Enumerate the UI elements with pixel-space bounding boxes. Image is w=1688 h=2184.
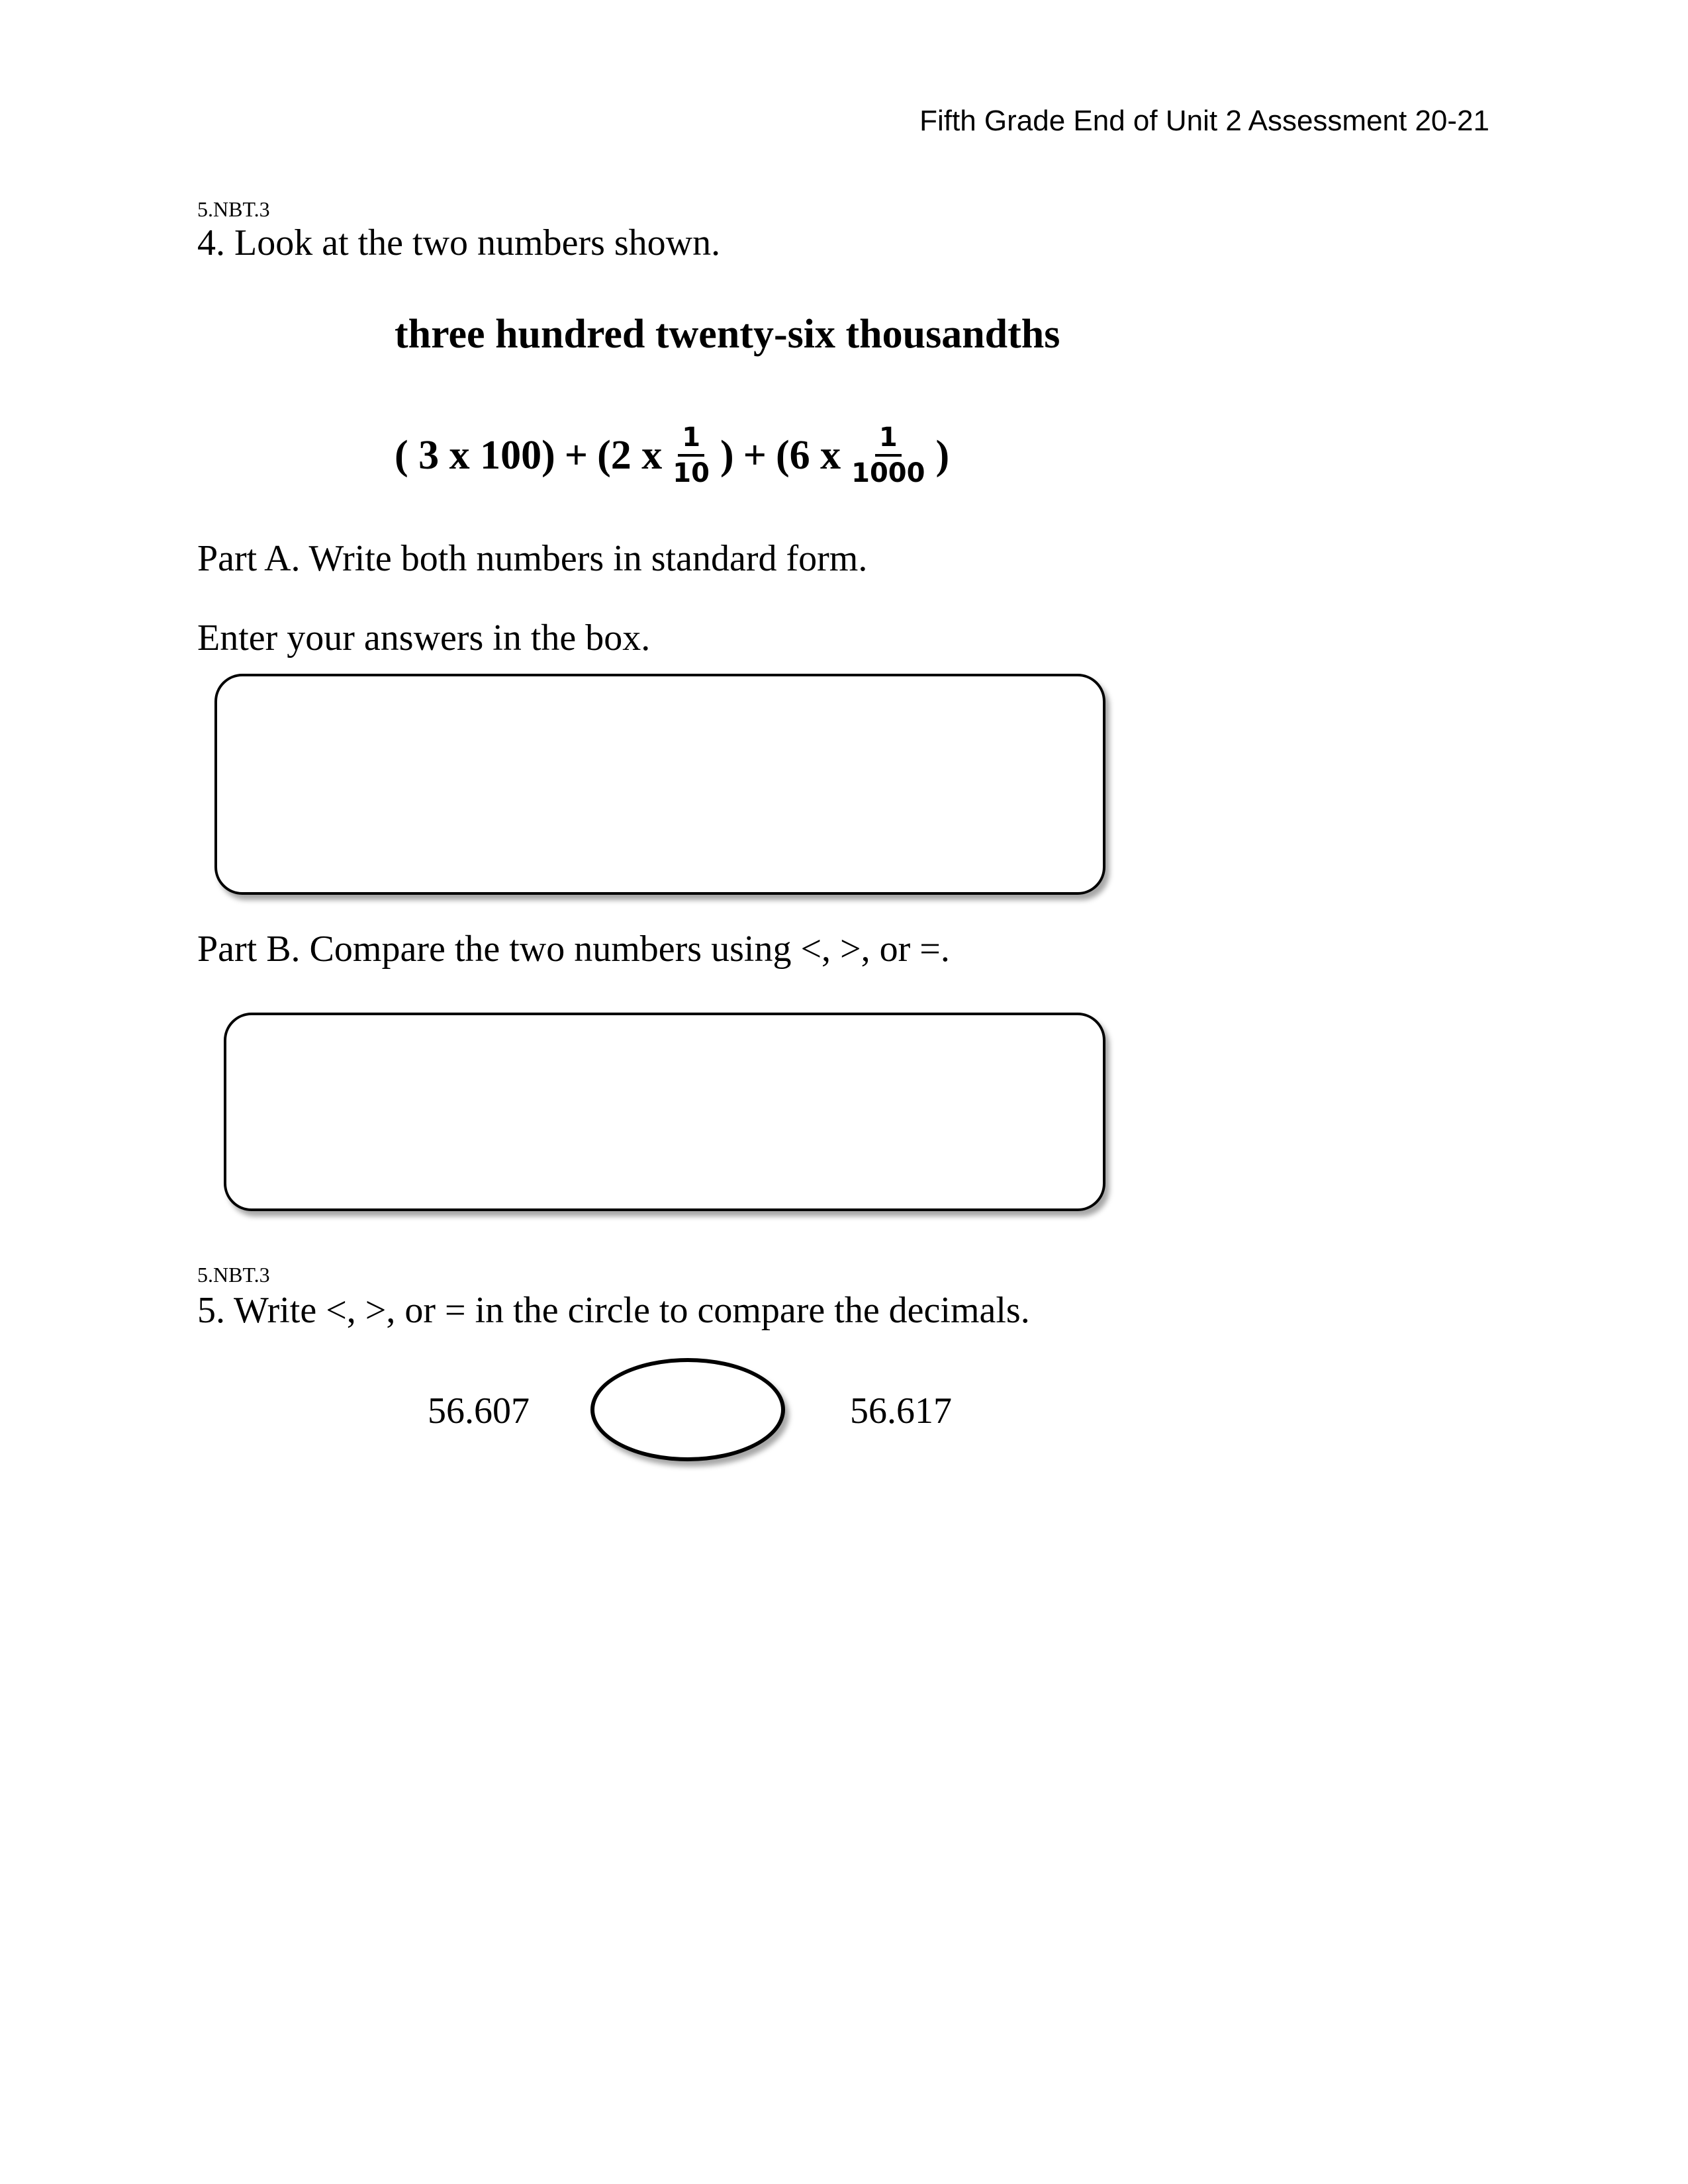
page-header-title: Fifth Grade End of Unit 2 Assessment 20-21 [919, 105, 1489, 137]
q4-part-a-prompt: Part A. Write both numbers in standard form. [197, 538, 868, 579]
q5-standard-label: 5.NBT.3 [197, 1263, 270, 1287]
fraction-numerator: 1 [678, 424, 704, 457]
part-b-answer-box[interactable] [224, 1013, 1105, 1211]
expanded-term-3-open: (6 x [775, 432, 841, 478]
expanded-term-1: ( 3 x 100) [395, 432, 555, 478]
q4-prompt: 4. Look at the two numbers shown. [197, 222, 721, 263]
expanded-term-2-close: ) [720, 432, 734, 478]
expanded-plus-1: + [564, 432, 588, 478]
fraction-numerator: 1 [875, 424, 902, 457]
fraction-one-tenth [669, 424, 714, 487]
q4-part-a-instruction: Enter your answers in the box. [197, 617, 651, 659]
q4-word-form: three hundred twenty-six thousandths [395, 312, 1060, 357]
q4-part-b-prompt: Part B. Compare the two numbers using <, >, or =. [197, 929, 950, 970]
q4-standard-label: 5.NBT.3 [197, 197, 270, 221]
expanded-term-3-close: ) [935, 432, 950, 478]
q5-right-decimal: 56.617 [850, 1390, 952, 1432]
compare-circle[interactable] [590, 1358, 785, 1461]
expanded-term-2-open: (2 x [597, 432, 663, 478]
part-a-answer-box[interactable] [214, 674, 1105, 895]
fraction-one-thousandth [847, 424, 929, 487]
fraction-denominator: 10 [673, 458, 710, 488]
expanded-plus-2: + [743, 432, 767, 478]
q5-prompt: 5. Write <, >, or = in the circle to compare the decimals. [197, 1290, 1030, 1331]
fraction-denominator: 1000 [851, 458, 925, 488]
q4-expanded-form [395, 424, 949, 487]
q5-left-decimal: 56.607 [428, 1390, 530, 1432]
